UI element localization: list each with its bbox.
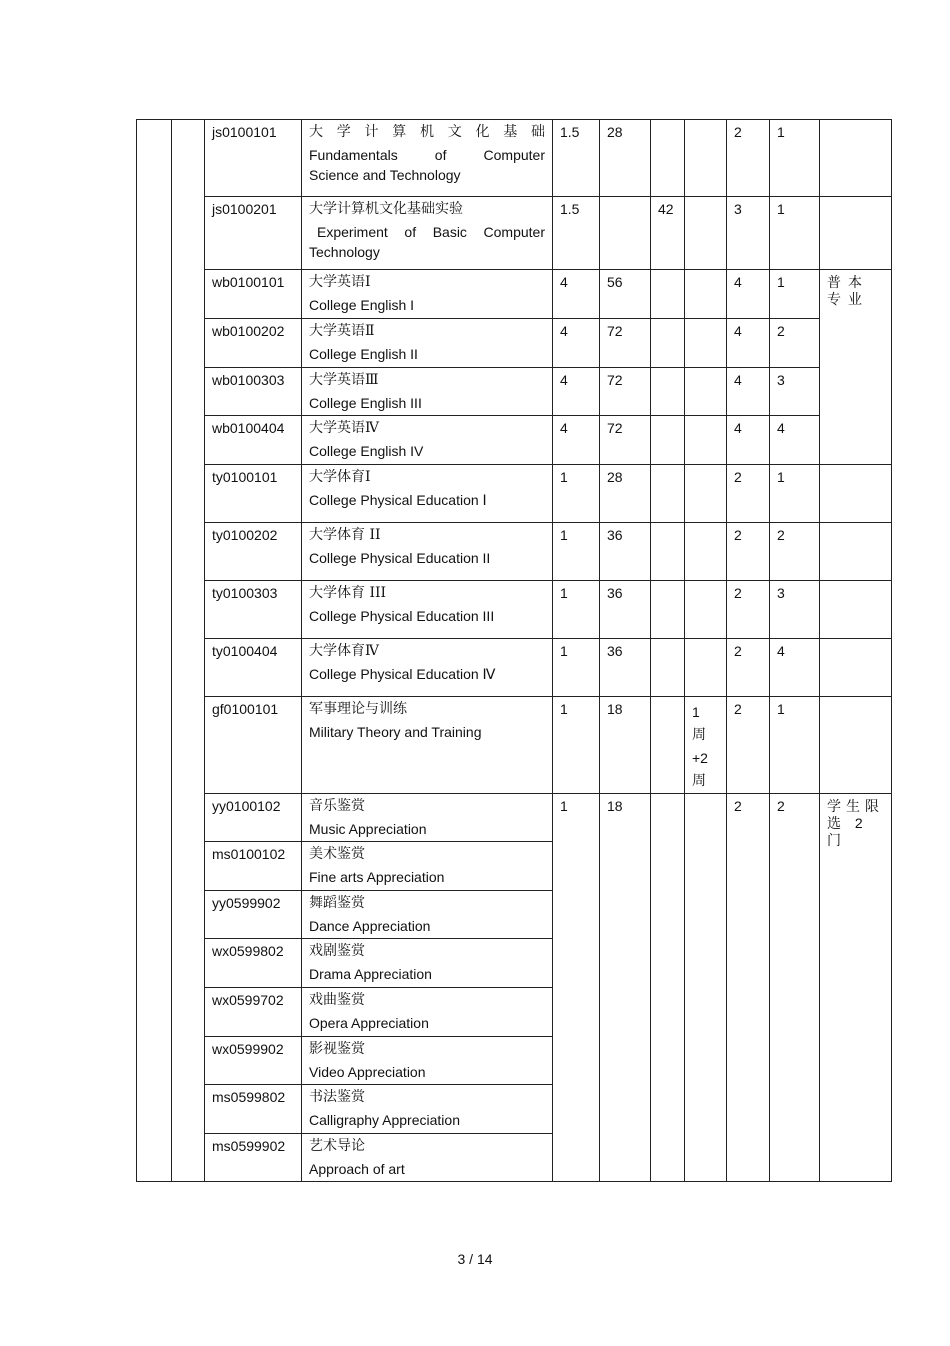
total-hours: 28: [600, 465, 651, 523]
practice-weeks: [685, 416, 727, 465]
table-row: [137, 697, 892, 794]
total-hours: 72: [600, 416, 651, 465]
practice-weeks: [685, 697, 727, 794]
weekly-hours: 4: [727, 416, 770, 465]
practice-weeks: [685, 523, 727, 581]
total-hours: 72: [600, 319, 651, 368]
note-cell: [820, 465, 892, 523]
lab-hours: [651, 697, 685, 794]
subcategory-cell: [172, 120, 205, 1182]
term: 1: [770, 697, 820, 794]
practice-weeks: [685, 120, 727, 197]
course-name-cn: 大学体育 II: [309, 527, 381, 543]
weekly-hours: 2: [727, 465, 770, 523]
total-hours: 36: [600, 639, 651, 697]
course-name: [302, 988, 553, 1037]
course-name-cn: 音乐鉴赏: [309, 798, 365, 814]
course-name-en-cont: Technology: [309, 243, 380, 260]
course-code: wx0599902: [205, 1037, 302, 1085]
course-name-en: Opera Appreciation: [309, 1015, 429, 1031]
credit: 4: [553, 319, 600, 368]
course-name: [302, 939, 553, 988]
table-row: [137, 639, 892, 697]
total-hours: 28: [600, 120, 651, 197]
course-name-en: College English I: [309, 297, 415, 313]
note-cell: [820, 639, 892, 697]
course-name-cn: 艺术导论: [309, 1138, 365, 1154]
course-name-cn: 戏曲鉴赏: [309, 992, 365, 1008]
course-name: [302, 581, 553, 639]
course-name-en: Video Appreciation: [309, 1064, 426, 1080]
credit: 4: [553, 368, 600, 416]
practice-weeks-b: +2周: [692, 750, 708, 788]
course-code: wx0599702: [205, 988, 302, 1037]
total-hours: 36: [600, 581, 651, 639]
course-name: [302, 465, 553, 523]
course-code: ty0100202: [205, 523, 302, 581]
table-row: [137, 270, 892, 319]
practice-weeks: [685, 368, 727, 416]
total-hours: [600, 197, 651, 270]
course-name-en: College Physical Education Ⅳ: [309, 666, 496, 682]
course-name-en: College Physical Education Ⅰ: [309, 492, 487, 508]
total-hours: 18: [600, 794, 651, 1182]
course-name-cn: 大 学 计 算 机 文 化 基 础: [309, 124, 545, 140]
course-name-cn: 舞蹈鉴赏: [309, 895, 365, 911]
course-name-en: Experiment of Basic Computer: [317, 224, 545, 240]
lab-hours: [651, 639, 685, 697]
credit: 1.5: [553, 120, 600, 197]
weekly-hours: 3: [727, 197, 770, 270]
term: 1: [770, 197, 820, 270]
course-code: js0100101: [205, 120, 302, 197]
term: 4: [770, 416, 820, 465]
course-name-cn: 大学体育 III: [309, 585, 387, 601]
course-name: [302, 319, 553, 368]
weekly-hours: 4: [727, 270, 770, 319]
course-name-en: College English II: [309, 346, 418, 362]
table-row: [137, 794, 892, 842]
credit: 1: [553, 465, 600, 523]
table-row: [137, 120, 892, 197]
course-code: wb0100404: [205, 416, 302, 465]
course-name: [302, 523, 553, 581]
course-name-en: Music Appreciation: [309, 821, 427, 837]
credit: 4: [553, 270, 600, 319]
course-name: [302, 120, 553, 197]
lab-hours: [651, 368, 685, 416]
course-name-en: Military Theory and Training: [309, 724, 482, 740]
course-name-cn: 大学英语Ⅲ: [309, 372, 379, 388]
course-name-en: Fine arts Appreciation: [309, 869, 445, 885]
course-name: [302, 639, 553, 697]
course-name-en: Dance Appreciation: [309, 918, 431, 934]
category-cell: [137, 120, 172, 1182]
term: 1: [770, 465, 820, 523]
course-code: wx0599802: [205, 939, 302, 988]
course-code: wb0100202: [205, 319, 302, 368]
term: 2: [770, 523, 820, 581]
course-name-en: Approach of art: [309, 1161, 405, 1177]
course-name-cn: 戏剧鉴赏: [309, 943, 365, 959]
course-name: [302, 794, 553, 842]
table-row: [137, 319, 892, 368]
course-name-en: Drama Appreciation: [309, 966, 432, 982]
course-name: [302, 1134, 553, 1182]
practice-weeks: [685, 270, 727, 319]
weekly-hours: 2: [727, 639, 770, 697]
lab-hours: [651, 523, 685, 581]
course-name-en: Fundamentals of Computer: [309, 147, 545, 163]
table-row: [137, 523, 892, 581]
course-name: [302, 842, 553, 891]
course-name-cn: 大学体育Ⅰ: [309, 469, 371, 485]
lab-hours: [651, 416, 685, 465]
course-code: ms0100102: [205, 842, 302, 891]
course-code: ty0100303: [205, 581, 302, 639]
course-name: [302, 197, 553, 270]
course-code: yy0100102: [205, 794, 302, 842]
course-name: [302, 270, 553, 319]
practice-weeks: [685, 197, 727, 270]
practice-weeks-a: 1周: [692, 704, 706, 742]
practice-weeks: [685, 639, 727, 697]
lab-hours: [651, 581, 685, 639]
credit: 1: [553, 794, 600, 1182]
term: 2: [770, 794, 820, 1182]
term: 1: [770, 120, 820, 197]
course-name-en: College Physical Education III: [309, 608, 495, 624]
credit: 1: [553, 697, 600, 794]
table-row: [137, 465, 892, 523]
lab-hours: [651, 794, 685, 1182]
note-cell: [820, 120, 892, 197]
practice-weeks: [685, 581, 727, 639]
weekly-hours: 2: [727, 697, 770, 794]
term: 3: [770, 368, 820, 416]
course-name-en-cont: Science and Technology: [309, 166, 461, 183]
course-name-en: Calligraphy Appreciation: [309, 1112, 460, 1128]
course-name: [302, 1037, 553, 1085]
course-code: ms0599902: [205, 1134, 302, 1182]
term: 4: [770, 639, 820, 697]
course-name-en: College English III: [309, 395, 422, 411]
term: 2: [770, 319, 820, 368]
course-name: [302, 368, 553, 416]
course-code: yy0599902: [205, 891, 302, 939]
total-hours: 36: [600, 523, 651, 581]
course-name-en: College English IV: [309, 443, 424, 459]
note-elective: 学生限选 2门: [820, 794, 892, 1182]
weekly-hours: 2: [727, 523, 770, 581]
credit: 1: [553, 639, 600, 697]
course-code: wb0100101: [205, 270, 302, 319]
term: 1: [770, 270, 820, 319]
course-code: wb0100303: [205, 368, 302, 416]
credit: 1: [553, 581, 600, 639]
weekly-hours: 4: [727, 368, 770, 416]
course-name-cn: 大学英语Ⅱ: [309, 323, 375, 339]
lab-hours: [651, 319, 685, 368]
course-name-cn: 书法鉴赏: [309, 1089, 365, 1105]
course-name-cn: 军事理论与训练: [309, 701, 407, 717]
weekly-hours: 2: [727, 794, 770, 1182]
course-name-cn: 大学英语Ⅳ: [309, 420, 379, 436]
lab-hours: [651, 120, 685, 197]
course-name-cn: 大学体育Ⅳ: [309, 643, 379, 659]
page-number: 3 / 14: [457, 1251, 493, 1267]
course-name-cn: 大学英语Ⅰ: [309, 274, 371, 290]
course-code: js0100201: [205, 197, 302, 270]
course-code: ms0599802: [205, 1085, 302, 1134]
total-hours: 56: [600, 270, 651, 319]
lab-hours: [651, 270, 685, 319]
course-name: [302, 1085, 553, 1134]
credit: 1.5: [553, 197, 600, 270]
lab-hours: 42: [651, 197, 685, 270]
note-cell: [820, 197, 892, 270]
table-row: [137, 416, 892, 465]
course-code: ty0100101: [205, 465, 302, 523]
course-code: ty0100404: [205, 639, 302, 697]
note-cell: [820, 581, 892, 639]
course-name: [302, 416, 553, 465]
credit: 4: [553, 416, 600, 465]
weekly-hours: 4: [727, 319, 770, 368]
lab-hours: [651, 465, 685, 523]
total-hours: 72: [600, 368, 651, 416]
note-english-majors: 普本专业: [820, 270, 892, 465]
table-row: [137, 368, 892, 416]
course-table: [136, 119, 892, 1182]
note-cell: [820, 523, 892, 581]
course-name-cn: 大学计算机文化基础实验: [309, 201, 463, 217]
course-name: [302, 891, 553, 939]
weekly-hours: 2: [727, 120, 770, 197]
practice-weeks: [685, 319, 727, 368]
course-name: [302, 697, 553, 794]
term: 3: [770, 581, 820, 639]
table-row: [137, 581, 892, 639]
course-name-cn: 美术鉴赏: [309, 846, 365, 862]
credit: 1: [553, 523, 600, 581]
practice-weeks: [685, 794, 727, 1182]
weekly-hours: 2: [727, 581, 770, 639]
course-name-en: College Physical Education II: [309, 550, 491, 566]
course-code: gf0100101: [205, 697, 302, 794]
note-cell: [820, 697, 892, 794]
total-hours: 18: [600, 697, 651, 794]
table-row: [137, 197, 892, 270]
course-name-cn: 影视鉴赏: [309, 1041, 365, 1057]
practice-weeks: [685, 465, 727, 523]
